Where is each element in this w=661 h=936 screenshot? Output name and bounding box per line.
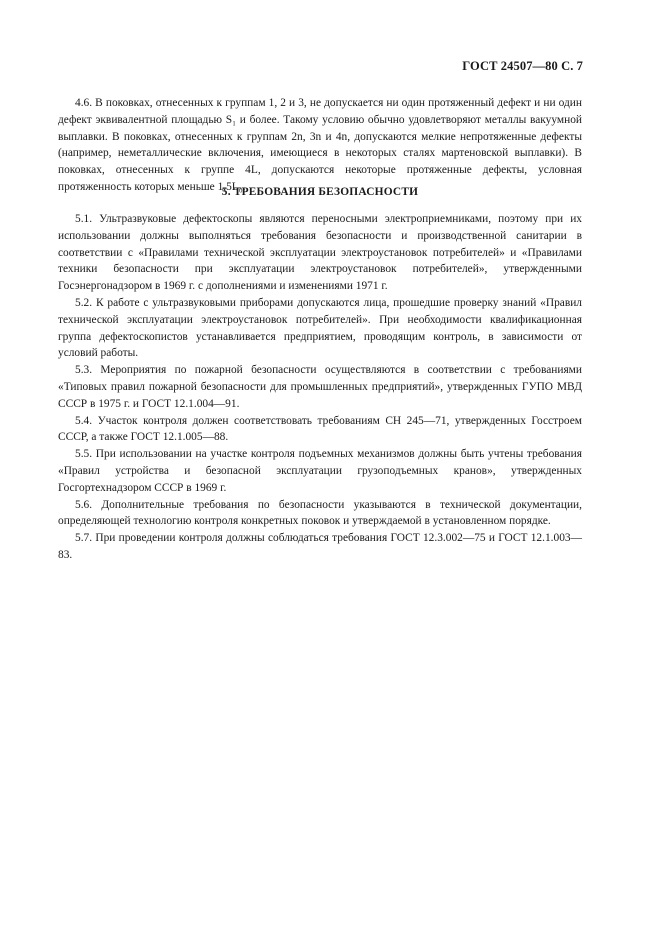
page-header: ГОСТ 24507—80 С. 7 bbox=[462, 59, 583, 73]
paragraph-5-6: 5.6. Дополнительные требования по безопасности указываются в технической документации, определяющей технологию контроля конкретных поковок и утверждаемой в установленном порядке. bbox=[58, 498, 582, 528]
paragraph-4-6: 4.6. В поковках, отнесенных к группам 1, 2 и 3, не допускается ни один протяженный дефект и ни один дефект эквивалентной площадью S₁ и более. Такому условию обычно удовлетворяют металлы вакуумной выплавки. В поковках, отнесенных к группам 2n, 3n и 4n, допускаются мелкие непротяженные дефекты (например, неметаллические включения, имеющиеся в некоторых сталях мартеновской выплавки). В поковках, отнесенных к группе 4L, допускаются некоторые протяженные дефекты, условная протяженность которых меньше 1,5L₀. bbox=[58, 97, 582, 193]
paragraph-5-5: 5.5. При использовании на участке контроля подъемных механизмов должны быть учтены требования «Правил устройства и безопасной эксплуатации грузоподъемных кранов», утвержденных Госгортехнадзором СССР в 1969 г. bbox=[58, 448, 582, 494]
paragraph-5-3: 5.3. Мероприятия по пожарной безопасности осуществляются в соответствии с требованиями «Типовых правил пожарной безопасности для промышленных предприятий», утвержденных ГУПО МВД СССР в 1975 г. и ГОСТ 12.1.004—91. bbox=[58, 364, 582, 410]
clause-4-6-block bbox=[58, 95, 582, 196]
section-title: 5. ТРЕБОВАНИЯ БЕЗОПАСНОСТИ bbox=[221, 186, 419, 198]
paragraph-5-2: 5.2. К работе с ультразвуковыми приборами допускаются лица, прошедшие проверку знаний «Правил технической эксплуатации электроустановок потребителей». При необходимости квалификационная группа дефектоскопистов устанавливается предприятием, проводящим контроль, в зависимости от условий работы. bbox=[58, 296, 582, 360]
section-5-body bbox=[58, 211, 582, 564]
paragraph-5-7: 5.7. При проведении контроля должны соблюдаться требования ГОСТ 12.3.002—75 и ГОСТ 12.1.003—83. bbox=[58, 532, 582, 561]
paragraph-5-4: 5.4. Участок контроля должен соответствовать требованиям СН 245—71, утвержденных Госстроем СССР, а также ГОСТ 12.1.005—88. bbox=[58, 414, 582, 444]
paragraph-5-1: 5.1. Ультразвуковые дефектоскопы являются переносными электроприемниками, поэтому при их использовании должны выполняться требования безопасности и производственной санитарии в соответствии с «Правилами технической эксплуатации электроустановок потребителей» и «Правилами техники безопасности при эксплуатации электроустановок потребителей», утвержденными Госэнергонадзором в 1969 г. с дополнениями и изменениями 1971 г. bbox=[58, 213, 582, 293]
